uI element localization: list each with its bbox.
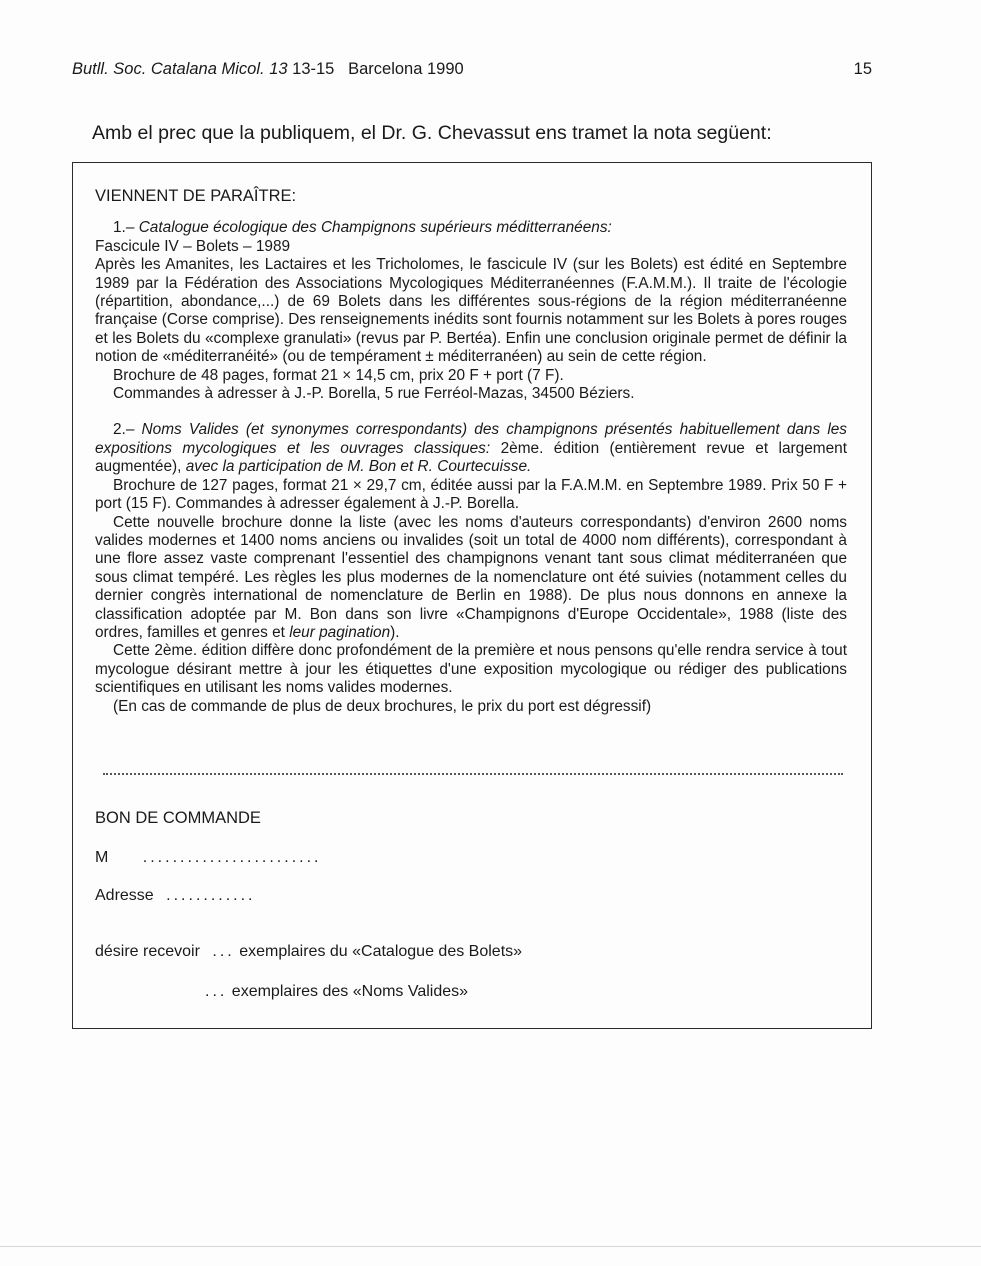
address-field[interactable]: ............ xyxy=(166,887,256,904)
cut-line xyxy=(103,773,843,775)
item1-number: 1.– xyxy=(113,219,135,237)
order-address-line xyxy=(95,887,256,905)
item2-title-para xyxy=(95,421,847,476)
catalogue-text: exemplaires du «Catalogue des Bolets» xyxy=(239,943,523,960)
volume-number: 13 xyxy=(269,60,288,78)
journal-name: Butll. Soc. Catalana Micol. xyxy=(72,60,265,78)
desire-label: désire recevoir xyxy=(95,943,200,960)
item2-brochure: Brochure de 127 pages, format 21 × 29,7 cm, éditée aussi par la F.A.M.M. en Septembre 1989. Prix 50 F + port (15 F). Commandes à adresser également à J.-P. Borella. xyxy=(95,476,847,513)
order-catalogue-line xyxy=(95,943,522,961)
item2-participation: avec la participation de M. Bon et R. Courtecuisse. xyxy=(185,458,532,476)
item1-subtitle: Fascicule IV – Bolets – 1989 xyxy=(95,237,291,255)
item1-description: Après les Amanites, les Lactaires et les Tricholomes, le fascicule IV (sur les Bolets) est édité en Septembre 1989 par la Fédération des Associations Mycologiques Méditerranéennes (F.A.M.M.). Il traite de l'écologie (répartition, abondance,...) de 69 Bolets dans les différentes sous-régions de la région méditerranéenne française (Corse comprise). Des renseignements inédits sont fournis notamment sur les Bolets à pores rouges et les Bolets du «complexe granulati» (revus par P. Bertéa). Enfin une conclusion originale permet de définir la notion de «méditerranéité» (ou de tempérament ± méditerranéen) au sein de cette région. xyxy=(95,256,847,366)
item1-title: Catalogue écologique des Champignons supérieurs méditterranéens: xyxy=(138,219,612,237)
item1-title-line xyxy=(95,219,847,237)
announcement-content xyxy=(95,187,847,716)
item2-edition-note: Cette 2ème. édition diffère donc profondément de la première et nous pensons qu'elle rendra service à tout mycologue désirant mettre à jour les étiquettes d'une exposition mycologique ou rédiger des publications scientifiques en utilisant les noms valides modernes. xyxy=(95,642,847,697)
catalogue-quantity-field[interactable]: ... xyxy=(212,943,235,960)
item2-description-pre: Cette nouvelle brochure donne la liste (avec les noms d'auteurs correspondants) d'environ 2600 noms valides modernes et 1400 noms anciens ou invalides (soit un total de 4000 nom différents), correspondant à une flore assez vaste comprenant l'essentiel des champignons venant tant sous climat méditerranéen que sous climat tempéré. Les règles les plus modernes de la nomenclature ont été suivies (notamment celles du dernier congrès international de nomenclature de Berlin en 1988). De plus nous donnons en annexe la classification adoptée par M. Bon dans son livre «Champignons d'Europe Occidentale», 1988 (liste des ordres, familles et genres et xyxy=(95,513,847,641)
page-number: 15 xyxy=(853,60,872,78)
item2-shipping-note: (En cas de commande de plus de deux brochures, le prix du port est dégressif) xyxy=(113,697,652,715)
order-form-title: BON DE COMMANDE xyxy=(95,809,261,827)
name-label: M xyxy=(95,849,109,866)
name-field[interactable]: ........................ xyxy=(142,849,322,866)
address-label: Adresse xyxy=(95,887,154,904)
announcement-heading: VIENNENT DE PARAÎTRE: xyxy=(95,187,297,205)
item2-description xyxy=(95,514,847,643)
order-noms-line xyxy=(205,983,468,1001)
item2-description-post: ). xyxy=(390,623,400,641)
item2-number: 2.– xyxy=(113,421,135,439)
noms-text: exemplaires des «Noms Valides» xyxy=(231,983,469,1000)
pages-place-year: 13-15 Barcelona 1990 xyxy=(292,60,464,78)
item2-edition: 2ème. édition (entièrement revue et largement augmentée), xyxy=(95,439,847,476)
running-head xyxy=(72,58,872,80)
scan-edge xyxy=(0,1246,981,1247)
intro-text: Amb el prec que la publiquem, el Dr. G. Chevassut ens tramet la nota següent: xyxy=(92,122,772,144)
announcement-box xyxy=(72,162,872,1029)
noms-quantity-field[interactable]: ... xyxy=(205,983,228,1000)
item2-title: Noms Valides (et synonymes correspondants) des champignons présentés habituellement dans les expositions mycologiques et les ouvrages classiques: xyxy=(95,421,847,457)
item2-description-em: leur pagination xyxy=(289,623,391,641)
order-name-line xyxy=(95,849,321,867)
item1-brochure: Brochure de 48 pages, format 21 × 14,5 cm, prix 20 F + port (7 F). xyxy=(113,366,564,384)
item1-orders: Commandes à adresser à J.-P. Borella, 5 rue Ferréol-Mazas, 34500 Béziers. xyxy=(113,385,635,403)
